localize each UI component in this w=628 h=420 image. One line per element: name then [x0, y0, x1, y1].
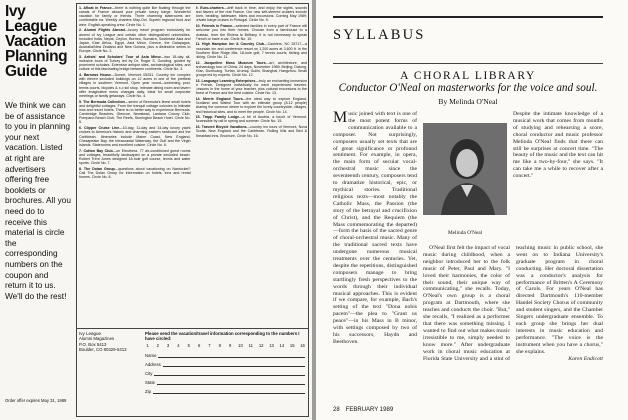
offer-expiry: Order offer expires May 31, 1989	[5, 398, 67, 403]
listing-item	[79, 167, 191, 179]
listings-box	[76, 3, 309, 417]
circle-number-option[interactable]: 15	[289, 343, 295, 349]
article-text: usic joined with text is one of the most potent forms of communication available to a composer. Not surprisingly, composers usually set texts that are of great significance or profound sentiment. For example, in opera, the main form of secular vocal-orchestral music since the seventeenth century, composers tend to dramatize historical, epic, or mythical stories. Traditional religious texts—most notably the Catholic Mass, the Passion (the story of the betrayal and crucifixion of Christ), and the Requiem (the Mass commemorating the departed)—form the basis of the sacred genre of choral-orchestral music. Many of the traditional sacred texts have undergone numerous musical treatments over the centuries. Yet, despite the repetitions, distinguished composers manage to bring startlingly fresh perspectives to the words through their individual musical approaches. This is evident if we compare, for example, Bach's setting of the text "Dona nobis pacem"—the plea to "Grant us peace"—in his Mass in B minor, with settings composed by two of his successors, Haydn and Beethoven.	[333, 111, 417, 345]
page-footer	[333, 407, 393, 413]
listings	[79, 6, 307, 324]
coupon-field-address[interactable]	[145, 361, 305, 367]
listing-heading: 12. Jacqueline Moss Museum Tours	[195, 60, 266, 65]
portrait-photo	[423, 123, 507, 215]
field-label: Zip	[145, 389, 151, 395]
title-line: Planning	[5, 48, 68, 65]
field-label: Name	[145, 352, 157, 358]
byline: By Melinda O'Neal	[438, 97, 498, 106]
article-column-2	[423, 245, 603, 400]
listing-item	[196, 6, 308, 23]
listing-heading: 7. Cotton Bay Club	[79, 148, 113, 153]
listing-heading: 3. Artists' and Scholars' Tour of Asia Minor	[79, 54, 161, 59]
article-column-1	[333, 111, 417, 400]
article-column-3	[513, 111, 603, 212]
order-coupon	[79, 331, 307, 415]
circle-number-option[interactable]: 14	[279, 343, 285, 349]
coupon-instructions: Please send the vacation/travel information corresponding to the numbers I have circled:	[145, 331, 300, 342]
listing-item	[79, 149, 191, 166]
circle-number-option[interactable]: 10	[238, 343, 243, 349]
listing-text: —luxury travel program exclusively for alumni of Ivy League and certain other distinguished universities. Included India, Nepal, Ceylon, Borneo, Sumatra, Southeast Asia and Japan, East Africa, Egypt, Asia Minor, Greece, the Galapagos, Australia/New Zealand and New Guinea, plus a distinctive series to Europe. Circle No. 2.	[79, 28, 191, 54]
circle-number-option[interactable]: 5	[187, 343, 190, 349]
divider	[77, 328, 308, 329]
listing-item	[196, 42, 308, 59]
listing-text: —there is nothing quite like floating through the canals of France aboard your private luxury barge. Wonderful vacation for family or friends. Three charming staterooms are comfortable ea. Weekly charters May-Oct. Superb regional food and wine. English-speaking crew. Circle No. 1.	[79, 6, 191, 27]
field-label: Address	[145, 361, 161, 367]
article-text: O'Neal first felt the impact of vocal music during childhood, when a neighbor introduced her to the folk music of Peter, Paul and Mary. "I loved their harmonies, the color of their sound, their unique way of communicating," she recalls. Today, O'Neal's own group is a choral program at Dartmouth, where she teaches and conducts the choir. "But," she recalls, "I realized as a performer that there was something missing. I wanted to find out what makes music irresistible to me, simply needed to know more." After undergraduate work in choral music education at Florida State University and a stint of teaching music in public school, she went on to Indiana University's graduate program in choral conducting. Her doctoral dissertation was a conductor's analysis for performance of Britten's A Ceremony of Carols. For years O'Neal has directed Dartmouth's 110-member Handel Society Chorus of community and student singers, and the Chamber Singers undergraduate ensemble. To each group she brings her dual interests in music education and performance. "The voice is the instrument when you have a chorus," she explains.	[423, 245, 603, 362]
listing-text: —the ideal way to explore England, Scotland and Wales! Tour with an intimate group (8-12 people) sharing the common desire to explore the lovely countryside, villages, and historical sites, and to meet the people. Circle No. 14.	[195, 97, 307, 114]
field-label: City	[145, 370, 153, 376]
listings-column-1	[79, 6, 191, 324]
circle-number-option[interactable]: 13	[269, 343, 274, 349]
field-line[interactable]	[153, 389, 305, 394]
title-line: Ivy	[5, 3, 26, 20]
address-line: Alumni Magazines	[79, 336, 115, 342]
coupon-address	[79, 331, 141, 352]
coupon-field-zip[interactable]	[145, 388, 305, 394]
listing-item	[196, 61, 308, 78]
circle-number-option[interactable]: 3	[166, 343, 170, 349]
title-line: Vacation	[5, 33, 66, 50]
listing-heading: 6. Clipper Cruise Line	[79, 126, 120, 131]
listing-item	[196, 115, 308, 123]
listing-item	[196, 24, 308, 41]
listing-item	[79, 6, 191, 27]
coupon-field-name[interactable]	[145, 352, 305, 358]
section-title: SYLLABUS	[333, 27, 426, 43]
article-title: A CHORAL LIBRARY	[400, 70, 536, 82]
field-line[interactable]	[154, 371, 305, 376]
address-line: P.O. Box 5413	[79, 341, 107, 347]
listing-text: —country inn tours of Vermont, Nova Scotia, New England and the Caribbean. Rolling hills and Bed & Breakfast inns. Brochure, Circle No. 16.	[195, 125, 307, 138]
coupon-field-city[interactable]	[145, 370, 305, 376]
listing-text: —seven of Bermuda's finest small hotels and delightful cottages. From the tranquil cottage colonies to intimate inns and resort hotels. There is no better way to experience Bermuda. Cambridge Beaches, Glencoe, Newstead, Lantana Colony Club, Pompano Beach Club, The Reefs, Stonington Beach Hotel. Circle No. 5.	[79, 99, 191, 125]
guide-intro: We think we can be of assistance to you in planning your next vacation. Listed at right are advertisers offering free booklets or brochures. All you need do to receive this material is circle the corresponding numbers on the coupon and return it to us. We'll do the rest!	[5, 100, 71, 301]
listing-heading: 14. Merrie England Tours	[195, 97, 243, 102]
listing-heading: 2. Alumni Flights Abroad	[79, 28, 125, 33]
listing-text: —art, architecture, and archaeology tour of China: 24 days, November 1989: Beijing, Datong, Xi'an, Dunhuang, Turfan, Urumqi, Guilin, Shanghai, Hangzhou. Small groups led by experts. Circle No. 12.	[195, 60, 307, 78]
field-line[interactable]	[157, 380, 305, 385]
circle-number-option[interactable]: 7	[208, 343, 211, 349]
listing-text: —Cashiers, NC 28717—a mountain inn and conference resort on 1,200 acres at 3,600 ft. in the Southern Blue Ridge Mts. 18-hole golf, 7 tennis courts, fishing and hiking. Circle No. 11.	[195, 42, 307, 59]
listing-heading: 10. Friends in France	[195, 24, 233, 29]
listing-text: —selected families in every part of France will welcome you into their homes. Choose from a farmhouse to a chateau, from the Riviera to Brittany. It is not necessary to speak French or have a car. Circle No. 10.	[195, 24, 307, 41]
circle-number-option[interactable]: 4	[177, 343, 180, 349]
portrait-image	[423, 123, 507, 215]
title-line: Guide	[5, 63, 47, 80]
circle-number-option[interactable]: 8	[218, 343, 221, 349]
listing-heading: 11. High Hampton Inn & Country Club	[195, 42, 264, 47]
listing-heading: 8. The Dolan Group	[79, 166, 115, 171]
listing-item	[79, 73, 191, 98]
circle-number-option[interactable]: 6	[197, 343, 201, 349]
listings-column-2	[196, 6, 308, 324]
article-deck: Conductor O'Neal on masterworks for the voice and soul.	[338, 82, 598, 94]
listing-text: —drift back in time, and enjoy the sights, sounds and flavors of the real France. Our new self-steered cruisers include linen, bedding, tableware, bikes and excursions. Coming May 1989: private barge cruises in Portugal. Circle No. 9.	[195, 6, 307, 23]
listing-item	[196, 79, 308, 96]
photo-caption: Melinda O'Neal	[447, 230, 483, 236]
listing-text: —two 18-day all-inclusive tours of Turkey led by Dr. Roger S. Gooding, guided by prominent scholars. Extensive antique sites, archaeological sites, and culture of this fascinating bridge between continents. Circle No. 3.	[79, 54, 191, 72]
field-line[interactable]	[163, 362, 305, 367]
section-header	[333, 16, 603, 46]
listing-heading: 13. Language Learning Enterprises	[195, 78, 256, 83]
listing-heading: 15. Trapp Family Lodge	[195, 115, 240, 120]
listing-text: —on Eleuthera. 77 air-conditioned guest rooms and cottages, beautifully landscaped on a private secluded beach. Robert Trent Jones designed 18-hole golf course, tennis and water sports. Circle No. 7.	[79, 148, 191, 166]
listing-heading: 16. Travent Bicycle Vacations	[195, 125, 247, 130]
article-signoff: Karen Endicott	[568, 355, 603, 362]
coupon-field-state[interactable]	[145, 379, 305, 385]
listing-heading: 9. Euro-charters	[195, 6, 224, 10]
listing-text: —truly an enchanting immersion in French. Designed individually for each experienced traveler. Lessons in the home of your teacher, plus cultural excursions to the finest of France and the best cuisine. Circle No. 13.	[195, 78, 307, 96]
listing-text: —a bit of Austria, a touch of Vermont. Accessible by rail in spring and summer. Circle No. 15.	[195, 115, 307, 124]
right-page	[316, 0, 628, 420]
listing-text: —questions about vacationing on Nantucket? Call The Dolan Group for information on hotels, inns and rental homes. Circle No. 8.	[79, 166, 191, 180]
field-label: State	[145, 380, 156, 386]
address-line: Boulder, CO 80329-5413	[79, 346, 127, 352]
coupon-recipient: Ivy League	[79, 331, 102, 336]
listing-item	[79, 126, 191, 147]
listing-heading: 1. Afloat in France	[79, 6, 112, 10]
title-line: League	[5, 18, 57, 35]
article-text: Despite the intimate knowledge of a musical work that comes from months of studying and rehearsing a score, choral conductor and music professor Melinda O'Neal finds that there can still be surprises at concert time. "The beauty of the music and the text can hit me like a two-by-four," she says. "It can take me a while to recover after a concert."	[513, 111, 603, 180]
left-page	[0, 0, 312, 420]
circle-number-option[interactable]: 9	[228, 343, 232, 349]
coupon-form	[145, 331, 305, 394]
listing-item	[79, 28, 191, 53]
listing-heading: 4. Barrows House	[79, 73, 112, 78]
circle-numbers	[145, 343, 305, 348]
listing-item	[79, 55, 191, 72]
listing-text: —Dorset, Vermont 05251. Country inn complex with eleven secluded buildings on 12 acres in one of the prettiest villages in southern Vermont. Open year round—swimming pool, tennis courts, bicycles & x-c ski shop. Intimate dining room and tavern offer imaginative menu changes daily. Ideal for small corporate meetings or family getaways. Circle No. 4.	[79, 73, 191, 98]
listing-item	[196, 125, 308, 137]
circle-number-option[interactable]: 1	[146, 343, 149, 349]
divider	[333, 63, 603, 64]
circle-number-option[interactable]: 12	[258, 343, 264, 349]
circle-number-option[interactable]: 2	[156, 343, 159, 349]
listing-item	[196, 97, 308, 114]
field-line[interactable]	[158, 353, 305, 358]
listing-heading: 5. The Bermuda Collection	[79, 99, 125, 104]
drop-cap: M	[333, 111, 348, 126]
circle-number-option[interactable]: 16	[300, 343, 305, 349]
page-number: 28	[333, 407, 340, 413]
listing-item	[79, 100, 191, 125]
guide-title	[5, 4, 71, 79]
circle-number-option[interactable]: 11	[248, 343, 254, 349]
coupon-fields	[145, 352, 305, 395]
listing-text: —10-day, 11-day and 14-day luxury yacht cruises to America's historic and charming eastern seaboard and the Caribbean. Itineraries include Maine Coast, New England, Chesapeake Bay, the Intracoastal Waterway, the Gulf and the Virgin Islands. Staterooms and excellent cuisine. Circle No. 6.	[79, 126, 191, 147]
issue-date: FEBRUARY 1989	[345, 407, 394, 413]
